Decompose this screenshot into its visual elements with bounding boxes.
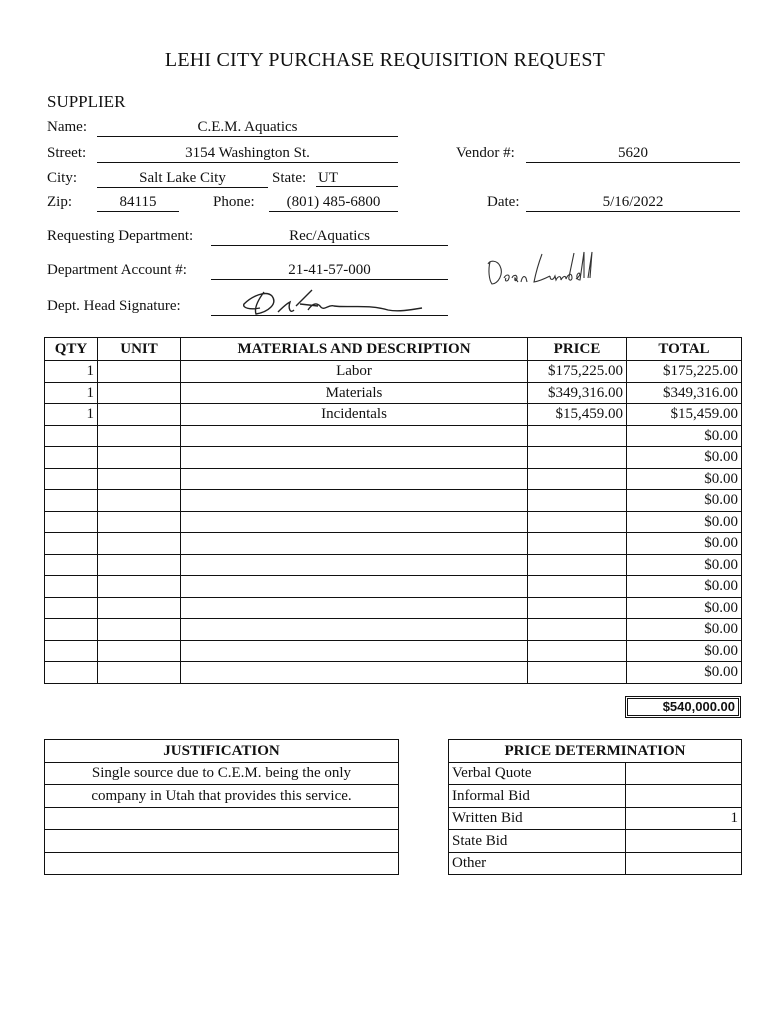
table-row — [45, 361, 742, 383]
total-cell: $0.00 — [627, 597, 742, 619]
unit-cell[interactable] — [98, 468, 181, 490]
table-row — [45, 619, 742, 641]
qty-cell[interactable] — [45, 597, 98, 619]
price-cell[interactable] — [528, 554, 627, 576]
unit-cell[interactable] — [98, 662, 181, 684]
price-method-label: Written Bid — [449, 807, 626, 830]
qty-cell[interactable]: 1 — [45, 361, 98, 383]
supplier-phone-field[interactable]: (801) 485-6800 — [269, 193, 398, 212]
unit-cell[interactable] — [98, 619, 181, 641]
total-header: TOTAL — [627, 338, 742, 361]
description-cell[interactable] — [181, 533, 528, 555]
phone-label: Phone: — [213, 194, 255, 210]
qty-cell[interactable] — [45, 511, 98, 533]
unit-cell[interactable] — [98, 447, 181, 469]
qty-cell[interactable] — [45, 640, 98, 662]
total-cell: $0.00 — [627, 576, 742, 598]
price-cell[interactable] — [528, 533, 627, 555]
unit-header: UNIT — [98, 338, 181, 361]
price-method-label: Informal Bid — [449, 785, 626, 808]
supplier-street-field[interactable]: 3154 Washington St. — [97, 144, 398, 163]
table-row — [45, 554, 742, 576]
table-row — [45, 662, 742, 684]
description-cell[interactable]: Materials — [181, 382, 528, 404]
qty-cell[interactable] — [45, 554, 98, 576]
state-label: State: — [272, 170, 307, 186]
total-cell: $0.00 — [627, 447, 742, 469]
date-field[interactable]: 5/16/2022 — [526, 193, 740, 212]
printed-name-signature-image — [484, 248, 596, 292]
price-cell[interactable] — [528, 490, 627, 512]
qty-cell[interactable]: 1 — [45, 404, 98, 426]
total-cell: $0.00 — [627, 490, 742, 512]
total-cell: $0.00 — [627, 468, 742, 490]
unit-cell[interactable] — [98, 404, 181, 426]
price-determination-table — [448, 739, 742, 875]
qty-cell[interactable] — [45, 447, 98, 469]
justification-table — [44, 739, 399, 875]
supplier-city-field[interactable]: Salt Lake City — [97, 169, 268, 188]
grand-total: $540,000.00 — [625, 696, 741, 718]
date-label: Date: — [487, 194, 520, 210]
description-cell[interactable] — [181, 662, 528, 684]
description-cell[interactable] — [181, 576, 528, 598]
table-row — [45, 597, 742, 619]
description-header: MATERIALS AND DESCRIPTION — [181, 338, 528, 361]
vendor-label: Vendor #: — [456, 145, 515, 161]
total-cell: $0.00 — [627, 619, 742, 641]
qty-cell[interactable] — [45, 662, 98, 684]
justification-heading: JUSTIFICATION — [45, 740, 399, 763]
account-label: Department Account #: — [47, 262, 187, 278]
price-determination-heading: PRICE DETERMINATION — [449, 740, 742, 763]
price-method-label: Other — [449, 852, 626, 875]
description-cell[interactable]: Labor — [181, 361, 528, 383]
justification-row — [45, 852, 399, 875]
dept-head-signature-image — [238, 286, 428, 322]
description-cell[interactable] — [181, 468, 528, 490]
table-row — [45, 511, 742, 533]
justification-row — [45, 762, 399, 785]
table-row — [45, 490, 742, 512]
supplier-zip-field[interactable]: 84115 — [97, 193, 179, 212]
qty-cell[interactable] — [45, 468, 98, 490]
price-determination-row — [449, 830, 742, 853]
price-cell[interactable] — [528, 425, 627, 447]
supplier-heading: SUPPLIER — [47, 92, 126, 111]
table-row — [45, 468, 742, 490]
unit-cell[interactable] — [98, 490, 181, 512]
name-label: Name: — [47, 119, 87, 135]
supplier-state-field[interactable]: UT — [316, 169, 398, 187]
unit-cell[interactable] — [98, 361, 181, 383]
total-cell: $349,316.00 — [627, 382, 742, 404]
total-cell: $0.00 — [627, 533, 742, 555]
price-cell[interactable] — [528, 468, 627, 490]
description-cell[interactable]: Incidentals — [181, 404, 528, 426]
price-cell[interactable] — [528, 597, 627, 619]
description-cell[interactable] — [181, 554, 528, 576]
price-cell[interactable]: $349,316.00 — [528, 382, 627, 404]
table-row — [45, 425, 742, 447]
signature-label: Dept. Head Signature: — [47, 298, 181, 314]
justification-line[interactable]: company in Utah that provides this service. — [45, 785, 399, 808]
description-cell[interactable] — [181, 511, 528, 533]
total-cell: $0.00 — [627, 554, 742, 576]
total-cell: $0.00 — [627, 640, 742, 662]
table-row — [45, 404, 742, 426]
qty-header: QTY — [45, 338, 98, 361]
price-method-value[interactable] — [626, 852, 742, 875]
table-row — [45, 576, 742, 598]
description-cell[interactable] — [181, 490, 528, 512]
price-determination-row — [449, 807, 742, 830]
description-cell[interactable] — [181, 447, 528, 469]
justification-row — [45, 807, 399, 830]
total-cell: $15,459.00 — [627, 404, 742, 426]
unit-cell[interactable] — [98, 597, 181, 619]
description-cell[interactable] — [181, 619, 528, 641]
qty-cell[interactable] — [45, 533, 98, 555]
qty-cell[interactable] — [45, 576, 98, 598]
qty-cell[interactable] — [45, 490, 98, 512]
unit-cell[interactable] — [98, 533, 181, 555]
items-header-row — [45, 338, 742, 361]
price-cell[interactable] — [528, 640, 627, 662]
zip-label: Zip: — [47, 194, 72, 210]
price-cell[interactable] — [528, 576, 627, 598]
price-method-value[interactable] — [626, 830, 742, 853]
total-cell: $0.00 — [627, 425, 742, 447]
items-table — [44, 337, 742, 684]
street-label: Street: — [47, 145, 87, 161]
description-cell[interactable] — [181, 597, 528, 619]
description-cell[interactable] — [181, 425, 528, 447]
price-determination-row — [449, 852, 742, 875]
justification-row — [45, 830, 399, 853]
price-header: PRICE — [528, 338, 627, 361]
price-cell[interactable] — [528, 619, 627, 641]
total-cell: $0.00 — [627, 511, 742, 533]
justification-line[interactable]: Single source due to C.E.M. being the only — [45, 762, 399, 785]
justification-line[interactable] — [45, 830, 399, 853]
justification-line[interactable] — [45, 852, 399, 875]
supplier-name-field[interactable]: C.E.M. Aquatics — [97, 118, 398, 137]
price-cell[interactable]: $15,459.00 — [528, 404, 627, 426]
price-cell[interactable]: $175,225.00 — [528, 361, 627, 383]
qty-cell[interactable]: 1 — [45, 382, 98, 404]
unit-cell[interactable] — [98, 511, 181, 533]
qty-cell[interactable] — [45, 619, 98, 641]
price-method-label: State Bid — [449, 830, 626, 853]
qty-cell[interactable] — [45, 425, 98, 447]
price-cell[interactable] — [528, 511, 627, 533]
justification-line[interactable] — [45, 807, 399, 830]
requesting-department-field[interactable]: Rec/Aquatics — [211, 227, 448, 246]
price-determination-row — [449, 762, 742, 785]
unit-cell[interactable] — [98, 576, 181, 598]
unit-cell[interactable] — [98, 640, 181, 662]
vendor-number-field[interactable]: 5620 — [526, 144, 740, 163]
table-row — [45, 382, 742, 404]
requesting-department-label: Requesting Department: — [47, 228, 194, 244]
description-cell[interactable] — [181, 640, 528, 662]
price-method-value[interactable] — [626, 762, 742, 785]
price-method-value[interactable] — [626, 785, 742, 808]
price-method-label: Verbal Quote — [449, 762, 626, 785]
price-cell[interactable] — [528, 447, 627, 469]
account-number-field[interactable]: 21-41-57-000 — [211, 261, 448, 280]
page-title: LEHI CITY PURCHASE REQUISITION REQUEST — [164, 49, 606, 71]
unit-cell[interactable] — [98, 425, 181, 447]
unit-cell[interactable] — [98, 382, 181, 404]
table-row — [45, 640, 742, 662]
total-cell: $0.00 — [627, 662, 742, 684]
table-row — [45, 447, 742, 469]
price-cell[interactable] — [528, 662, 627, 684]
price-method-value[interactable]: 1 — [626, 807, 742, 830]
city-label: City: — [47, 170, 78, 186]
total-cell: $175,225.00 — [627, 361, 742, 383]
price-determination-row — [449, 785, 742, 808]
table-row — [45, 533, 742, 555]
justification-row — [45, 785, 399, 808]
unit-cell[interactable] — [98, 554, 181, 576]
